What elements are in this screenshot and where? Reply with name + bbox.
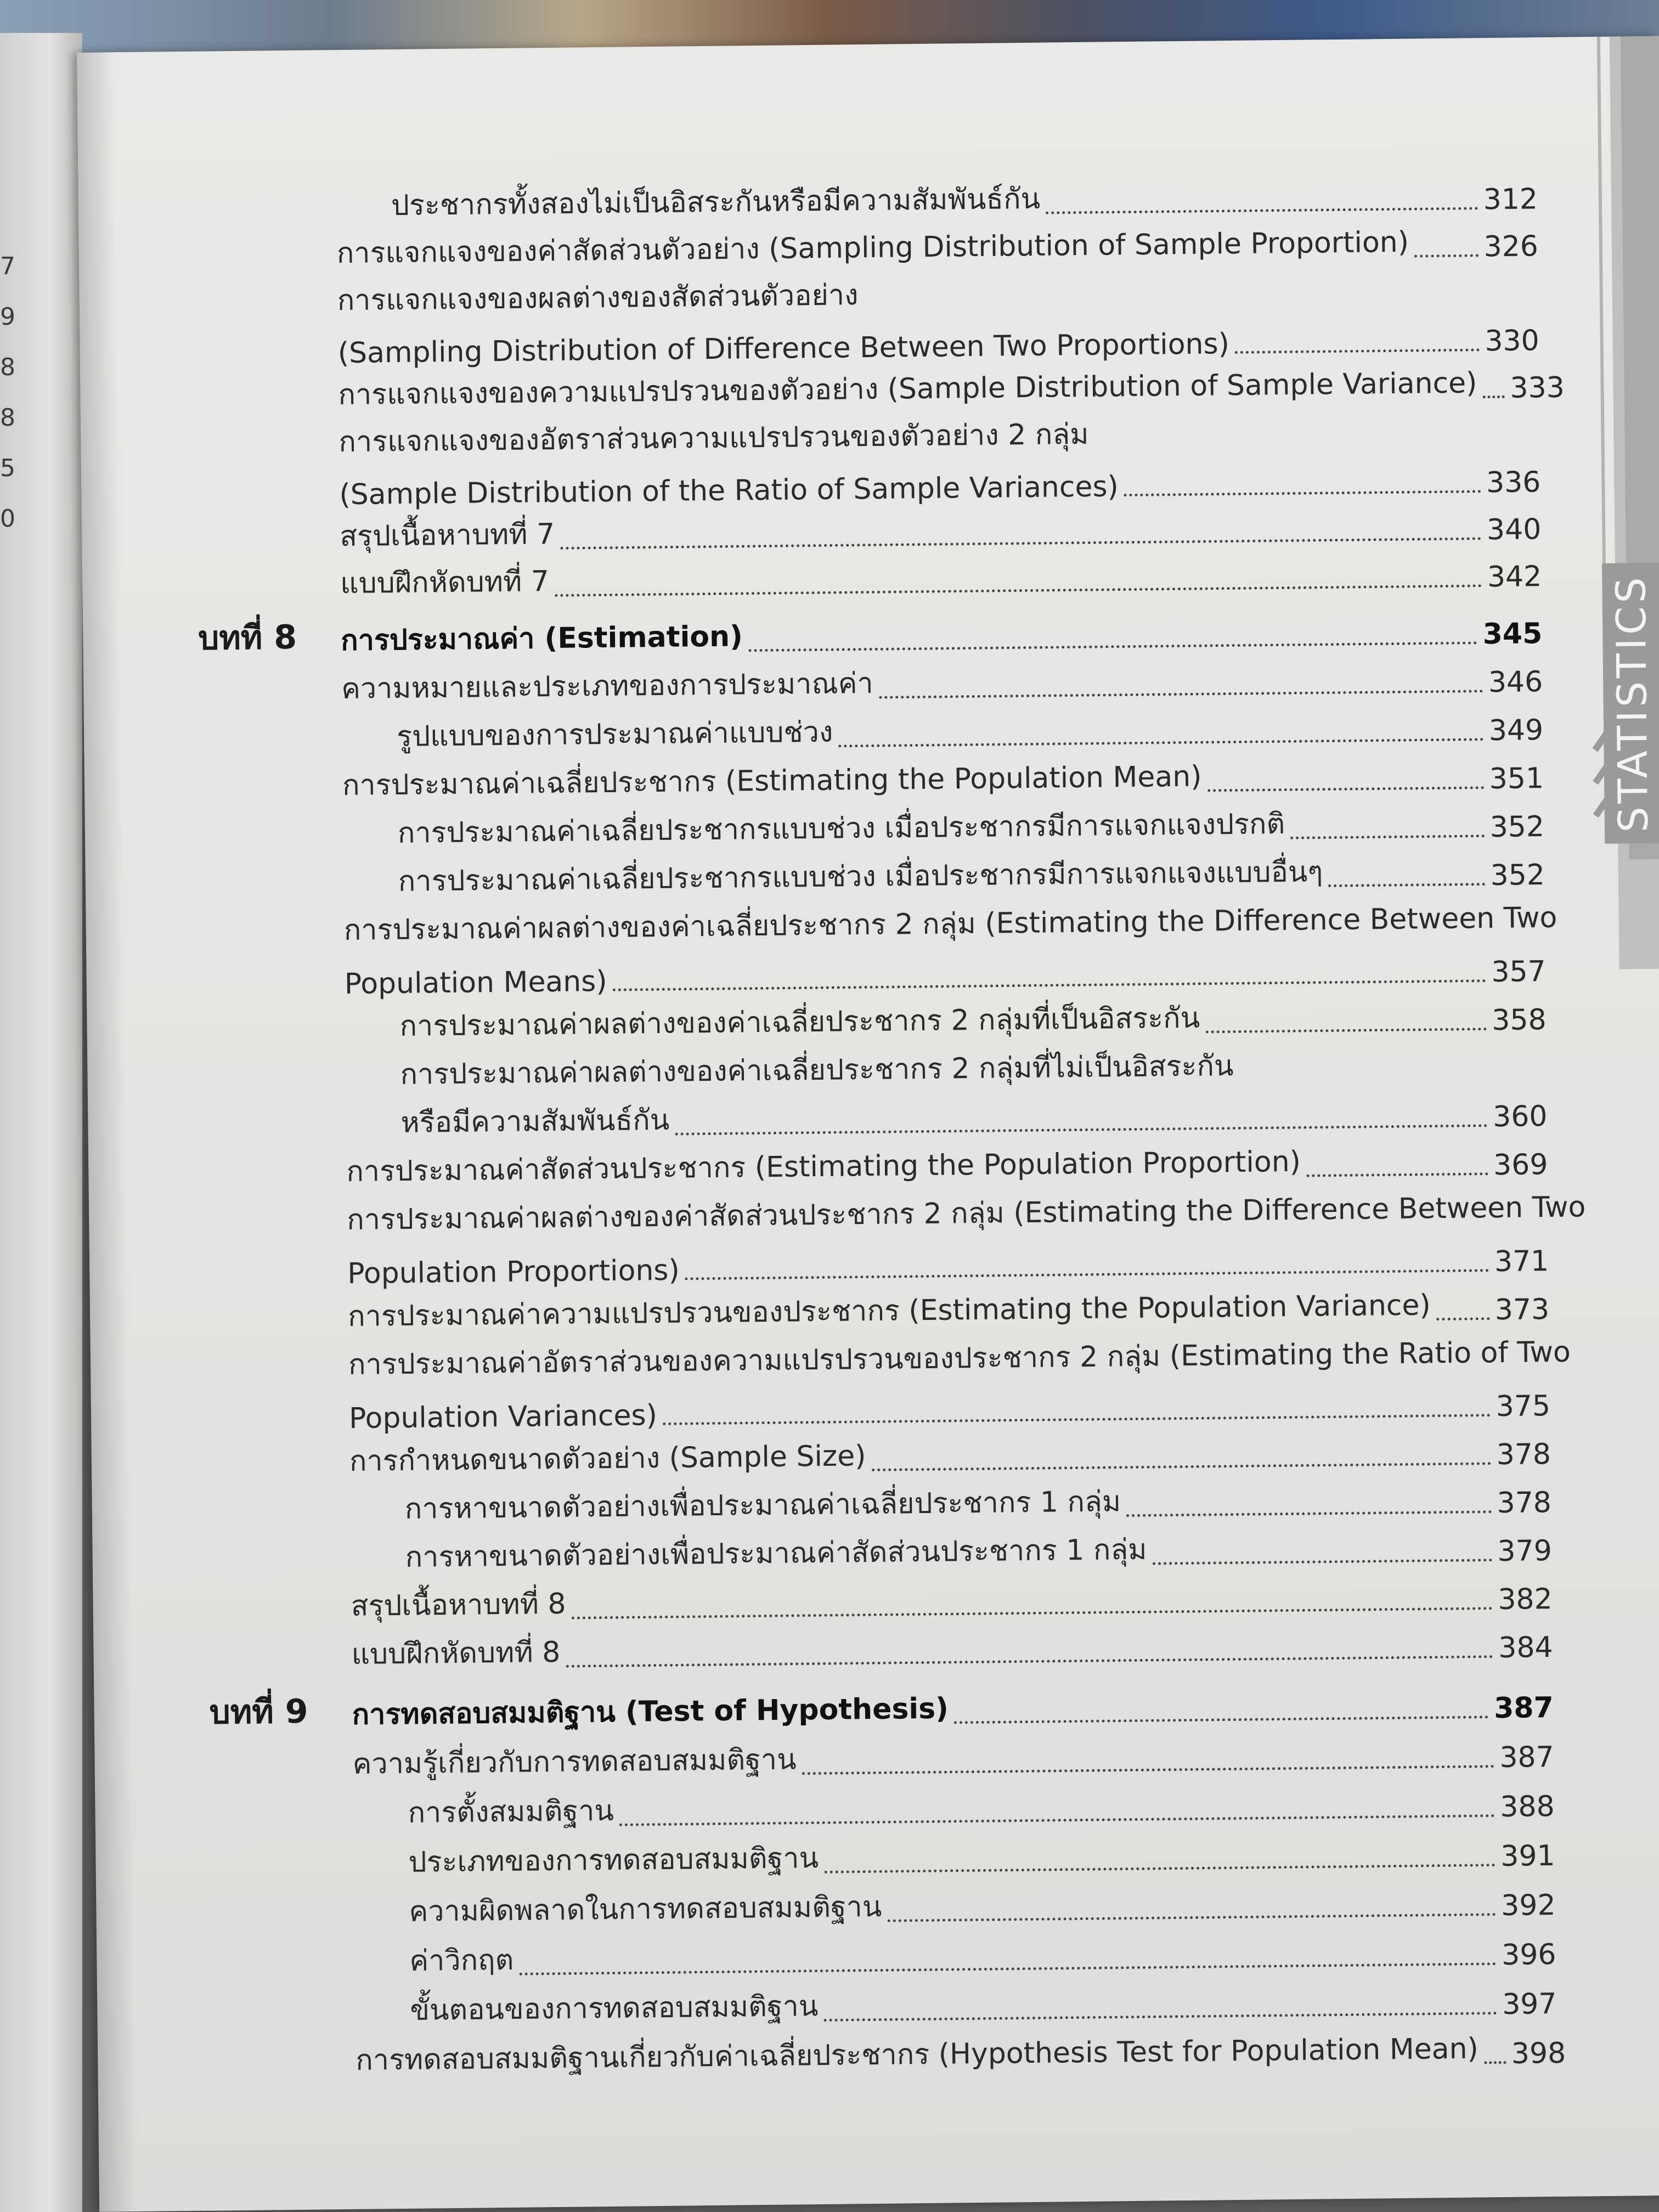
toc-entry-title: ประชากรทั้งสองไม่เป็นอิสระกันหรือมีความสัมพันธ์กัน bbox=[391, 182, 1041, 223]
toc-chapter-row bbox=[209, 1686, 1554, 1737]
toc-dot-leader bbox=[619, 1814, 1494, 1826]
toc-page-number: 388 bbox=[1500, 1790, 1555, 1824]
toc-dot-leader bbox=[879, 690, 1483, 699]
toc-page-number: 397 bbox=[1502, 1987, 1557, 2021]
toc-page-number: 378 bbox=[1497, 1486, 1552, 1520]
toc-entry-row bbox=[337, 224, 1539, 275]
toc-entry-title: การหาขนาดตัวอย่างเพื่อประมาณค่าเฉลี่ยประชากร 1 กลุ่ม bbox=[404, 1485, 1121, 1526]
toc-page-number: 371 bbox=[1494, 1245, 1549, 1279]
toc-page-number: 387 bbox=[1493, 1691, 1554, 1725]
toc-dot-leader bbox=[888, 1913, 1496, 1922]
toc-dot-leader bbox=[685, 1269, 1489, 1280]
toc-page-number: 358 bbox=[1492, 1003, 1547, 1037]
toc-entry-title: การกำหนดขนาดตัวอย่าง (Sample Size) bbox=[349, 1440, 866, 1478]
toc-entry-row bbox=[409, 1933, 1556, 1983]
left-edge-digit: 8 bbox=[0, 404, 15, 432]
toc-page-number: 351 bbox=[1489, 762, 1544, 796]
toc-dot-leader bbox=[1414, 254, 1479, 257]
toc-dot-leader bbox=[1207, 786, 1484, 792]
toc-dot-leader bbox=[1483, 396, 1505, 398]
toc-dot-leader bbox=[1126, 1510, 1491, 1517]
toc-entry-row bbox=[337, 272, 1539, 323]
toc-dot-leader bbox=[872, 1462, 1491, 1471]
toc-entry-row bbox=[342, 757, 1544, 808]
toc-entry-row bbox=[340, 507, 1542, 558]
toc-entry-title: Population Proportions) bbox=[347, 1254, 680, 1290]
toc-dot-leader bbox=[1291, 834, 1485, 839]
toc-entry-title: ค่าวิกฤต bbox=[409, 1943, 514, 1978]
toc-dot-leader bbox=[1046, 207, 1478, 214]
toc-entry-row bbox=[348, 1335, 1571, 1387]
toc-dot-leader bbox=[954, 1716, 1488, 1724]
toc-entry-row bbox=[398, 805, 1545, 855]
toc-dot-leader bbox=[839, 738, 1483, 747]
toc-page-number: 387 bbox=[1499, 1740, 1554, 1775]
toc-page-number: 378 bbox=[1496, 1438, 1551, 1472]
toc-entry-row bbox=[338, 366, 1565, 417]
toc-entry-title: ประเภทของการทดสอบสมมติฐาน bbox=[408, 1842, 819, 1879]
left-edge-digit: 0 bbox=[0, 505, 15, 533]
toc-entry-title: การประมาณค่าผลต่างของค่าเฉลี่ยประชากร 2 กลุ่มที่ไม่เป็นอิสระกัน bbox=[400, 1049, 1234, 1091]
toc-page-number: 369 bbox=[1493, 1148, 1548, 1182]
toc-entry-row bbox=[349, 1432, 1551, 1483]
toc-entry-title: การประมาณค่าสัดส่วนประชากร (Estimating the Population Proportion) bbox=[346, 1145, 1301, 1188]
toc-entry-title: การประมาณค่าเฉลี่ยประชากร (Estimating the Population Mean) bbox=[342, 760, 1202, 803]
toc-entry-title: (Sampling Distribution of Difference Between Two Proportions) bbox=[337, 328, 1230, 370]
toc-entry-row bbox=[351, 1626, 1553, 1677]
toc-entry-row bbox=[409, 1883, 1556, 1934]
toc-dot-leader bbox=[613, 979, 1486, 991]
toc-entry-row bbox=[352, 1735, 1554, 1786]
toc-chapter-row bbox=[198, 612, 1543, 663]
toc-page-number: 326 bbox=[1483, 230, 1539, 264]
toc-entry-title: แบบฝึกหัดบทที่ 7 bbox=[340, 565, 550, 601]
toc-entry-title: การประมาณค่าเฉลี่ยประชากรแบบช่วง เมื่อประชากรมีการแจกแจงปรกติ bbox=[397, 808, 1285, 850]
toc-entry-title: การประมาณค่าผลต่างของค่าเฉลี่ยประชากร 2 กลุ่มที่เป็นอิสระกัน bbox=[399, 1001, 1200, 1043]
toc-entry-row bbox=[351, 1577, 1553, 1628]
toc-entry-row bbox=[410, 1982, 1557, 2033]
toc-dot-leader bbox=[1436, 1317, 1489, 1321]
toc-entry-title: แบบฝึกหัดบทที่ 8 bbox=[351, 1635, 561, 1671]
toc-page-number: 357 bbox=[1491, 955, 1547, 989]
toc-page-number: 373 bbox=[1494, 1293, 1550, 1327]
toc-page-number: 392 bbox=[1500, 1888, 1556, 1922]
book-page bbox=[77, 36, 1659, 2212]
toc-dot-leader bbox=[572, 1607, 1493, 1620]
toc-page-number: 352 bbox=[1489, 810, 1545, 844]
toc-entry-row bbox=[356, 2032, 1566, 2083]
toc-dot-leader bbox=[1328, 883, 1485, 887]
toc-dot-leader bbox=[1235, 348, 1480, 354]
toc-entry-row bbox=[338, 413, 1541, 464]
toc-entry-title: ขั้นตอนของการทดสอบสมมติฐาน bbox=[410, 1990, 819, 2027]
toc-dot-leader bbox=[675, 1124, 1487, 1136]
toc-entry-title: สรุปเนื้อหาบทที่ 8 bbox=[351, 1587, 566, 1623]
toc-page-number: 375 bbox=[1496, 1390, 1551, 1424]
toc-entry-title: การทดสอบสมมติฐาน (Test of Hypothesis) bbox=[352, 1692, 949, 1731]
toc-entry-row bbox=[349, 1384, 1551, 1435]
toc-entry-title: Population Means) bbox=[344, 964, 607, 1001]
toc-entry-title: การหาขนาดตัวอย่างเพื่อประมาณค่าสัดส่วนประชากร 1 กลุ่ม bbox=[405, 1533, 1147, 1574]
toc-page-number: 342 bbox=[1487, 560, 1542, 594]
toc-entry-title: การประมาณค่าผลต่างของค่าเฉลี่ยประชากร 2 กลุ่ม (Estimating the Difference Between Two bbox=[343, 901, 1558, 947]
spine-shadow bbox=[77, 52, 138, 2212]
toc-entry-row bbox=[339, 460, 1541, 511]
toc-entry-title: (Sample Distribution of the Ratio of Sample Variances) bbox=[339, 470, 1119, 512]
toc-entry-title: การประมาณค่าความแปรปรวนของประชากร (Estimating the Population Variance) bbox=[347, 1289, 1431, 1333]
toc-chapter-number: บทที่ 9 bbox=[209, 1692, 308, 1732]
toc-entry-title: ความหมายและประเภทของการประมาณค่า bbox=[341, 667, 873, 706]
toc-page-number: 352 bbox=[1490, 859, 1545, 893]
left-edge-digit: 7 bbox=[0, 252, 15, 280]
toc-entry-row bbox=[346, 1190, 1586, 1242]
toc-page-number: 382 bbox=[1498, 1582, 1553, 1617]
toc-dot-leader bbox=[1205, 1028, 1486, 1033]
toc-page-number: 349 bbox=[1488, 714, 1544, 748]
toc-dot-leader bbox=[663, 1414, 1491, 1425]
left-page-edge-digits bbox=[0, 241, 22, 544]
side-label-statistics: STATISTICS bbox=[1602, 563, 1659, 844]
toc-dot-leader bbox=[1306, 1172, 1488, 1177]
toc-entry-title: ความรู้เกี่ยวกับการทดสอบสมมติฐาน bbox=[352, 1743, 797, 1781]
toc-entry-row bbox=[399, 998, 1547, 1048]
toc-dot-leader bbox=[824, 1864, 1495, 1874]
toc-entry-title: การทดสอบสมมติฐานเกี่ยวกับค่าเฉลี่ยประชากร (Hypothesis Test for Population Mean) bbox=[356, 2032, 1479, 2077]
toc-entry-row bbox=[400, 1046, 1547, 1097]
toc-dot-leader bbox=[566, 1655, 1493, 1668]
toc-page-number: 330 bbox=[1485, 324, 1539, 358]
toc-entry-title: การตั้งสมมติฐาน bbox=[408, 1794, 614, 1830]
toc-chapter-number: บทที่ 8 bbox=[198, 618, 297, 658]
toc-page-number: 333 bbox=[1510, 371, 1565, 405]
toc-entry-row bbox=[405, 1481, 1552, 1531]
toc-dot-leader bbox=[1124, 490, 1481, 496]
left-edge-digit: 5 bbox=[0, 454, 15, 482]
toc-entry-row bbox=[344, 950, 1546, 1001]
toc-page-number: 336 bbox=[1486, 466, 1541, 500]
toc-dot-leader bbox=[802, 1765, 1494, 1775]
toc-entry-title: การประมาณค่าผลต่างของค่าสัดส่วนประชากร 2 กลุ่ม (Estimating the Difference Between Two bbox=[346, 1190, 1586, 1237]
toc-page-number: 398 bbox=[1511, 2036, 1566, 2070]
toc-entry-row bbox=[408, 1785, 1555, 1835]
left-edge-digit: 8 bbox=[0, 353, 15, 381]
toc-entry-row bbox=[400, 1094, 1548, 1145]
toc-entry-title: การแจกแจงของอัตราส่วนความแปรปรวนของตัวอย่าง 2 กลุ่ม bbox=[338, 417, 1089, 459]
toc-page-number: 340 bbox=[1486, 513, 1542, 547]
left-page-edge bbox=[0, 33, 82, 2212]
toc-dot-leader bbox=[520, 1962, 1497, 1976]
toc-entry-row bbox=[343, 901, 1558, 952]
toc-entry-title: การแจกแจงของค่าสัดส่วนตัวอย่าง (Sampling Distribution of Sample Proportion) bbox=[336, 225, 1409, 270]
toc-entry-title: การแจกแจงของผลต่างของสัดส่วนตัวอย่าง bbox=[337, 279, 859, 318]
toc-entry-title: สรุปเนื้อหาบทที่ 7 bbox=[339, 517, 555, 554]
toc-entry-title: ความผิดพลาดในการทดสอบสมมติฐาน bbox=[409, 1890, 882, 1928]
toc-entry-row bbox=[397, 708, 1544, 759]
toc-page-number: 384 bbox=[1498, 1630, 1553, 1665]
toc-entry-row bbox=[341, 660, 1543, 711]
toc-entry-row bbox=[405, 1529, 1552, 1579]
toc-entry-title: การประมาณค่าเฉลี่ยประชากรแบบช่วง เมื่อประชากรมีการแจกแจงแบบอื่นๆ bbox=[398, 855, 1323, 898]
toc-dot-leader bbox=[1484, 2061, 1506, 2064]
toc-entry-title: หรือมีความสัมพันธ์กัน bbox=[400, 1103, 670, 1139]
left-edge-digit: 9 bbox=[0, 303, 15, 331]
toc-page-number: 312 bbox=[1483, 183, 1538, 217]
toc-entry-row bbox=[408, 1834, 1555, 1884]
toc-page-number: 360 bbox=[1492, 1100, 1548, 1134]
toc-entry-title: Population Variances) bbox=[348, 1399, 658, 1435]
toc-page-number: 396 bbox=[1501, 1938, 1556, 1972]
toc-entry-title: รูปแบบของการประมาณค่าแบบช่วง bbox=[396, 715, 833, 753]
toc-dot-leader bbox=[748, 641, 1477, 652]
toc-entry-title: การประมาณค่า (Estimation) bbox=[340, 620, 743, 658]
toc-entry-row bbox=[340, 555, 1542, 606]
toc-page-number: 346 bbox=[1488, 665, 1543, 699]
toc-page-number: 379 bbox=[1497, 1534, 1553, 1568]
toc-dot-leader bbox=[560, 537, 1481, 550]
toc-dot-leader bbox=[555, 584, 1482, 597]
toc-entry-title: การประมาณค่าอัตราส่วนของความแปรปรวนของประชากร 2 กลุ่ม (Estimating the Ratio of Two bbox=[348, 1335, 1571, 1381]
toc-dot-leader bbox=[1153, 1559, 1492, 1565]
toc-dot-leader bbox=[824, 2012, 1497, 2022]
toc-page-number: 391 bbox=[1500, 1839, 1555, 1874]
toc-entry-title: การแจกแจงของความแปรปรวนของตัวอย่าง (Sample Distribution of Sample Variance) bbox=[338, 366, 1477, 412]
toc-page-number: 345 bbox=[1482, 617, 1543, 651]
